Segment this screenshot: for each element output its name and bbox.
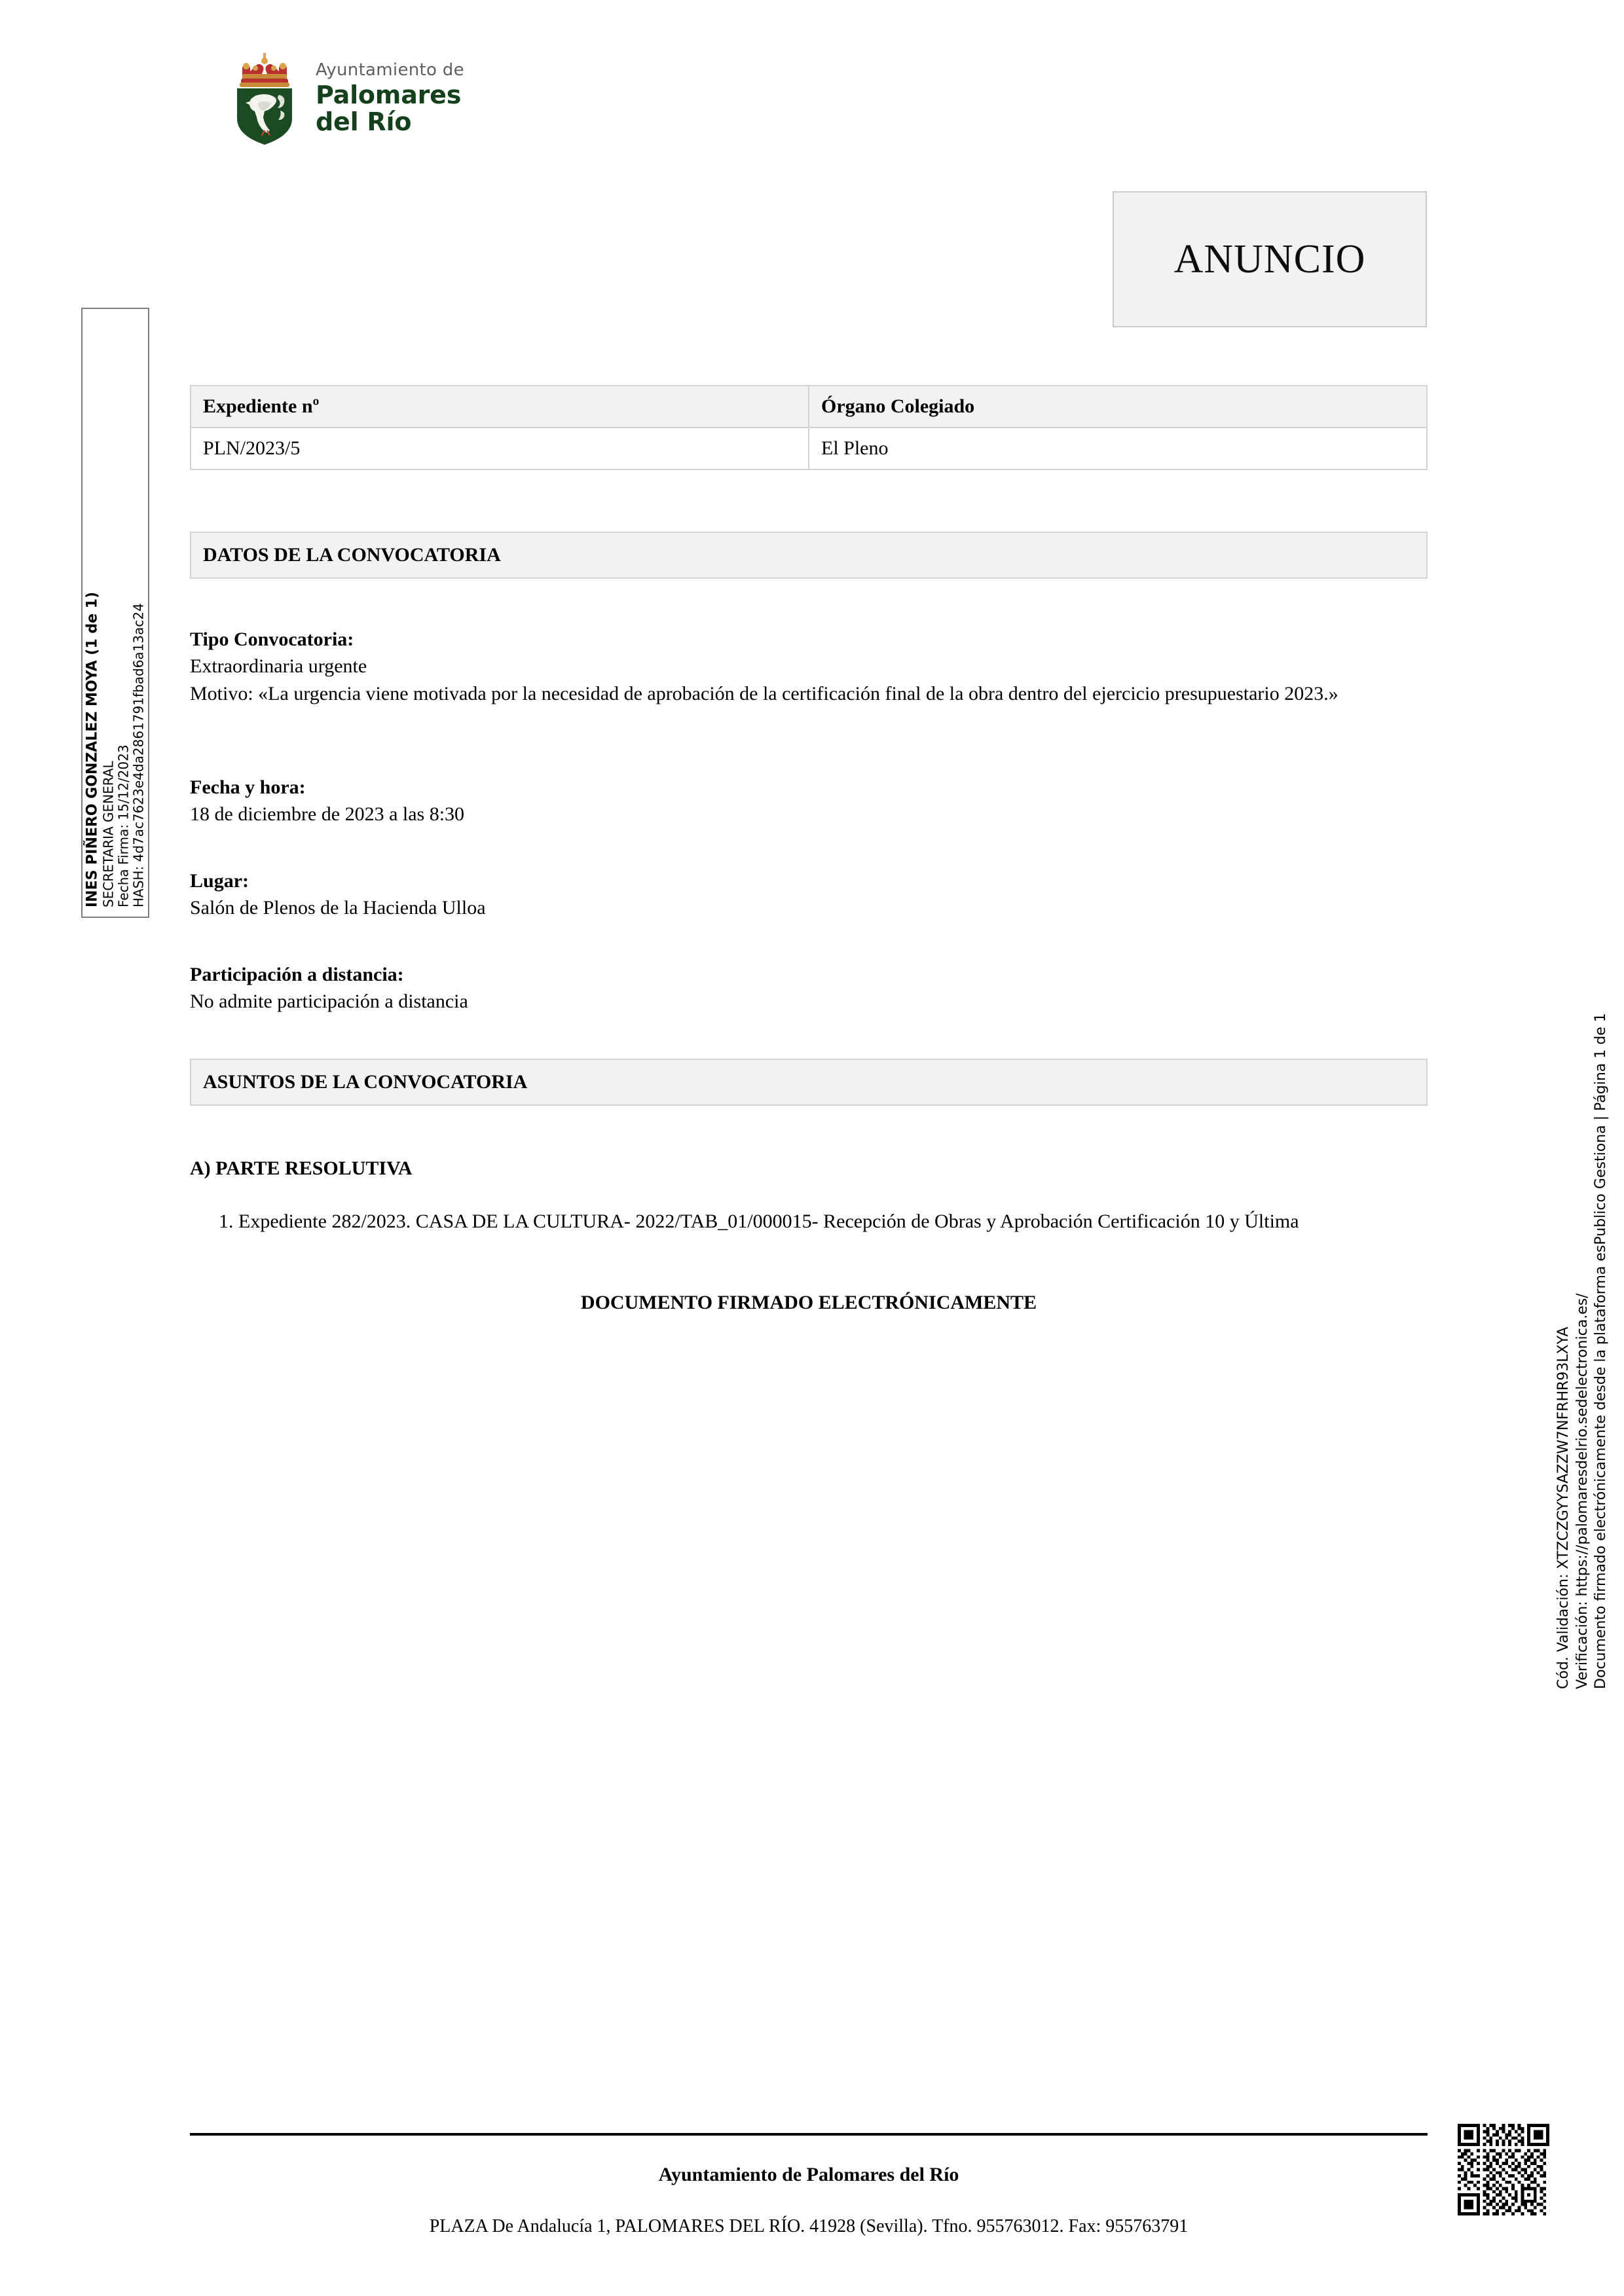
column-header-expediente: Expediente nº: [191, 386, 809, 428]
page-title: ANUNCIO: [1173, 236, 1366, 282]
signature-signer-role: SECRETARIA GENERAL: [100, 761, 116, 907]
field-participacion-distancia: [190, 961, 1428, 1015]
coat-of-arms-icon: [231, 49, 299, 147]
field-value-motivo: Motivo: «La urgencia viene motivada por la necesidad de aprobación de la certificación final de la obra dentro del ejercicio presupuestario 2023.»: [190, 682, 1338, 704]
agenda-item-list: [190, 1208, 1476, 1235]
cell-organo-colegiado: El Pleno: [809, 428, 1427, 469]
field-label-participacion: Participación a distancia:: [190, 964, 404, 985]
footer-entity-name: Ayuntamiento de Palomares del Río: [658, 2164, 959, 2185]
letterhead: [231, 46, 512, 151]
footer-address: PLAZA De Andalucía 1, PALOMARES DEL RÍO. 41928 (Sevilla). Tfno. 955763012. Fax: 955763791: [429, 2216, 1189, 2236]
validation-code: Cód. Validación: XTZCZGYYSAZZW7NFRHR93LXYA: [1555, 1326, 1572, 1689]
field-tipo-convocatoria: [190, 626, 1428, 707]
field-lugar: [190, 867, 1428, 922]
field-value-participacion: No admite participación a distancia: [190, 991, 468, 1013]
list-item: 1. Expediente 282/2023. CASA DE LA CULTURA- 2022/TAB_01/000015- Recepción de Obras y Aprobación Certificación 10 y Última: [238, 1208, 1476, 1235]
qr-code-icon: [1458, 2124, 1549, 2215]
section-header-asuntos-convocatoria: [190, 1059, 1428, 1106]
footer-divider: [190, 2133, 1428, 2136]
field-label-tipo: Tipo Convocatoria:: [190, 629, 354, 650]
cell-expediente-numero: PLN/2023/5: [191, 428, 809, 469]
validation-platform-note: Documento firmado electrónicamente desde la plataforma esPublico Gestiona | Página 1 de 1: [1593, 1013, 1610, 1689]
section-header-datos-label: DATOS DE LA CONVOCATORIA: [203, 544, 501, 566]
field-value-fecha: 18 de diciembre de 2023 a las 8:30: [190, 803, 465, 826]
field-value-tipo: Extraordinaria urgente: [190, 655, 367, 678]
table-header-row: [191, 386, 1427, 428]
field-label-lugar: Lugar:: [190, 870, 249, 892]
electronic-signature-stamp: [81, 308, 149, 918]
signature-hash: HASH: 4d7ac7623e4da2861791fbad6a13ac24: [130, 603, 147, 907]
anuncio-title-box: [1113, 191, 1427, 327]
letterhead-line1: Ayuntamiento de: [316, 60, 464, 80]
validation-verification-url: Verificación: https://palomaresdelrio.sedelectronica.es/: [1574, 1293, 1591, 1689]
section-header-asuntos-label: ASUNTOS DE LA CONVOCATORIA: [203, 1071, 528, 1093]
section-header-datos-convocatoria: [190, 532, 1428, 579]
field-value-lugar: Salón de Plenos de la Hacienda Ulloa: [190, 897, 486, 919]
signature-date: Fecha Firma: 15/12/2023: [115, 744, 132, 907]
subsection-parte-resolutiva: A) PARTE RESOLUTIVA: [190, 1157, 413, 1179]
field-label-fecha: Fecha y hora:: [190, 776, 306, 798]
field-fecha-hora: [190, 774, 1428, 828]
signed-electronically-notice: DOCUMENTO FIRMADO ELECTRÓNICAMENTE: [580, 1292, 1037, 1313]
expediente-info-table: [190, 385, 1428, 470]
table-row: [191, 428, 1427, 469]
letterhead-wordmark: [316, 61, 512, 136]
column-header-organo: Órgano Colegiado: [809, 386, 1427, 428]
letterhead-line2: Palomares del Río: [316, 81, 462, 137]
signature-signer-name: INES PIÑERO GONZALEZ MOYA (1 de 1): [84, 591, 101, 907]
